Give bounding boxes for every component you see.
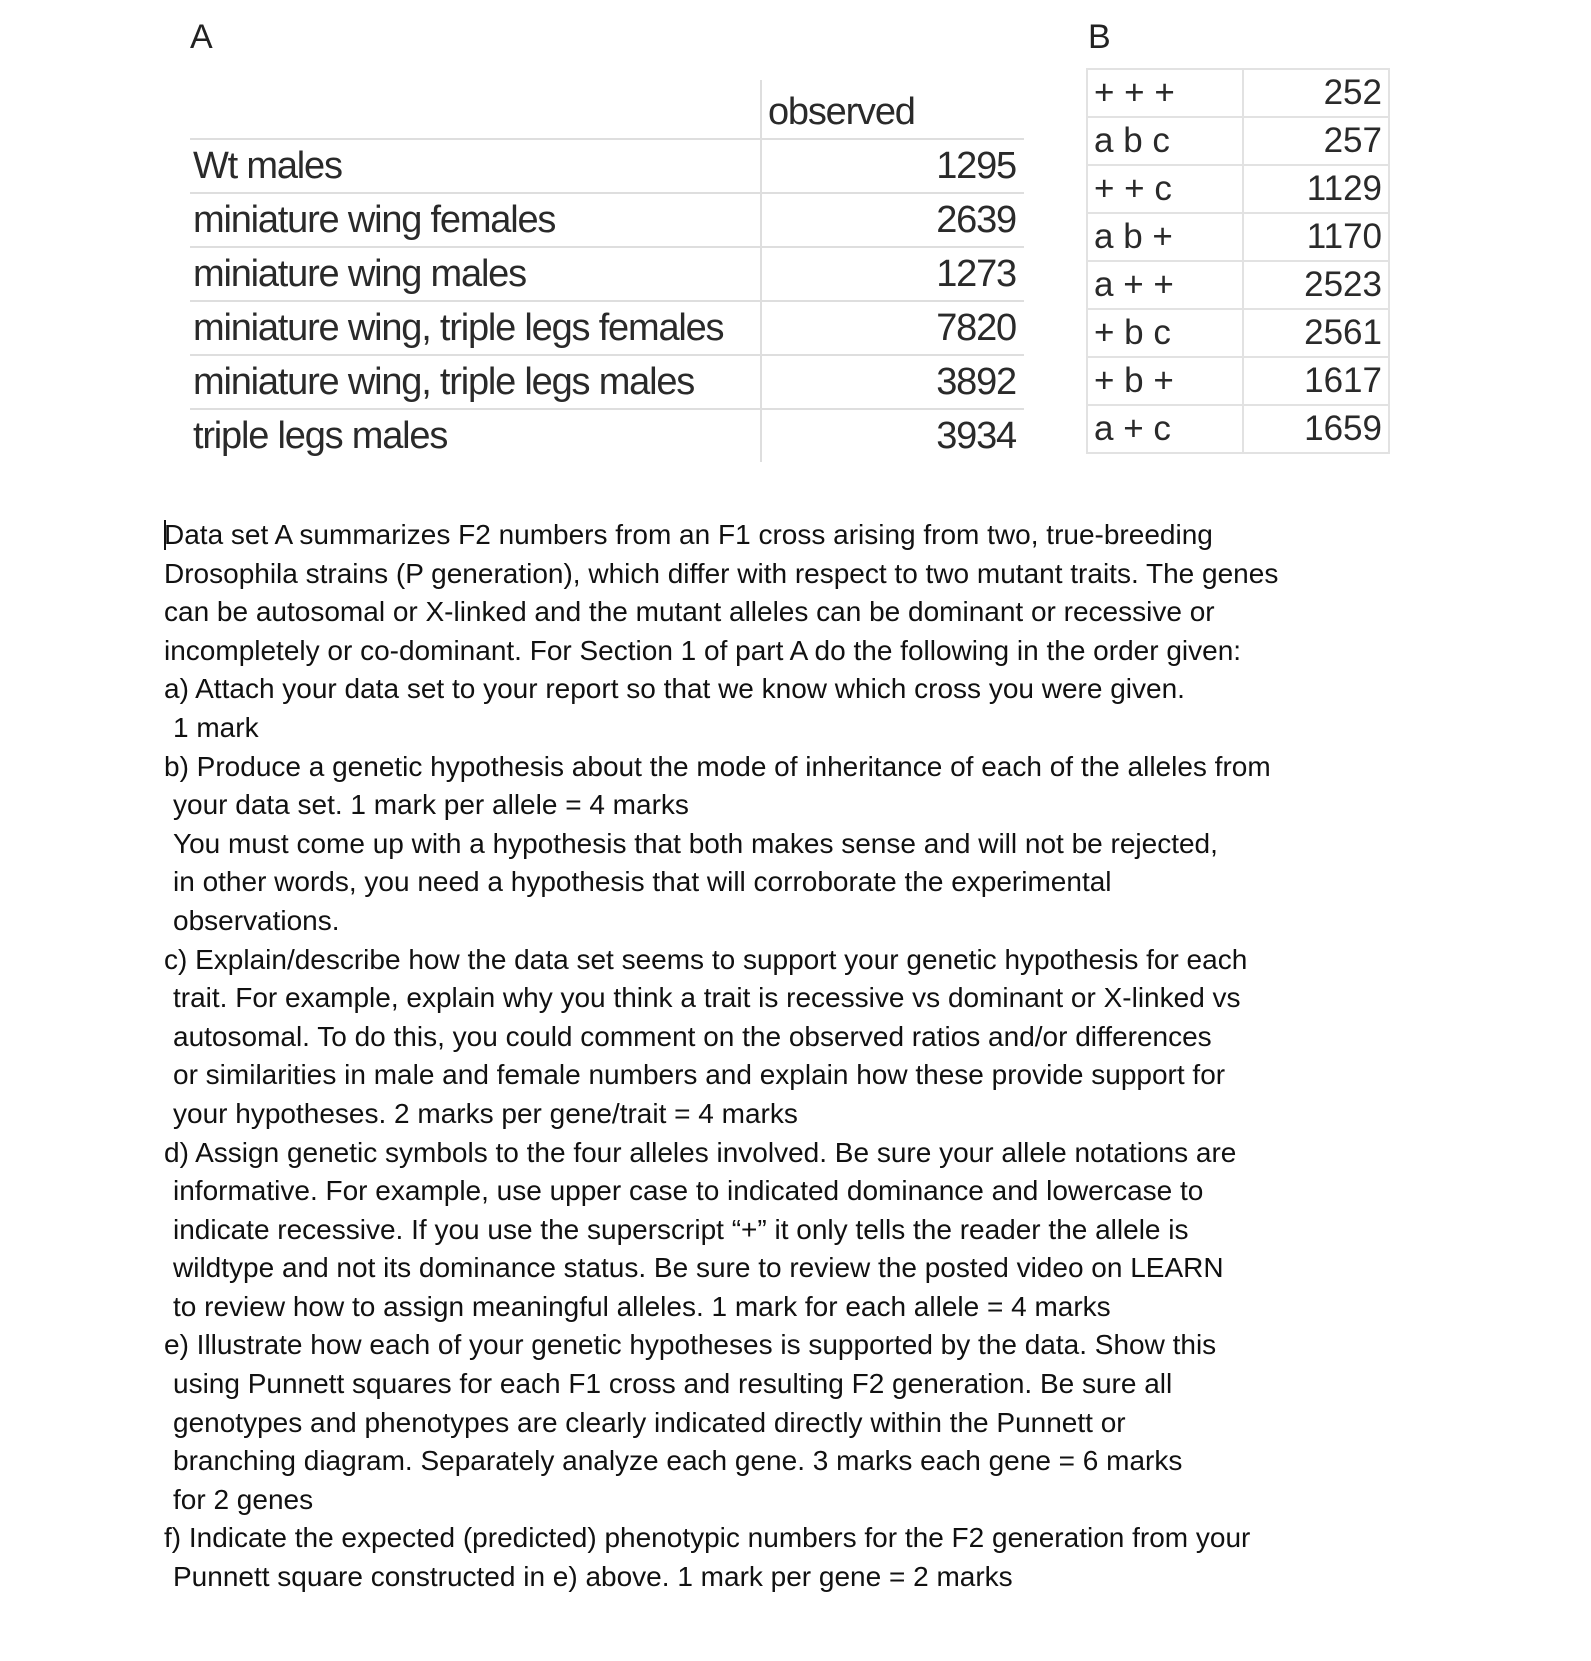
- table-b-count: 2561: [1243, 309, 1389, 357]
- table-a-phenotype: miniature wing females: [190, 193, 761, 247]
- instruction-line: genotypes and phenotypes are clearly indicated directly within the Punnett or: [173, 1406, 1126, 1438]
- table-b-row: [1087, 357, 1389, 405]
- table-b-row: [1087, 309, 1389, 357]
- table-a-phenotype: miniature wing, triple legs females: [190, 301, 761, 355]
- instruction-line: Punnett square constructed in e) above. 1 mark per gene = 2 marks: [173, 1561, 1013, 1593]
- table-b-row: [1087, 213, 1389, 261]
- table-b-genotype: a b +: [1087, 213, 1243, 261]
- instruction-line: or similarities in male and female numbers and explain how these provide support for: [173, 1059, 1226, 1091]
- table-a-phenotype: Wt males: [190, 139, 761, 193]
- instruction-line: autosomal. To do this, you could comment on the observed ratios and/or differences: [173, 1020, 1212, 1052]
- table-b-count: 1170: [1243, 213, 1389, 261]
- table-b-row: [1087, 69, 1389, 117]
- table-a-phenotype: triple legs males: [190, 409, 761, 462]
- table-b-row: [1087, 261, 1389, 309]
- table-b-label: B: [1088, 18, 1111, 56]
- instruction-line: trait. For example, explain why you think a trait is recessive vs dominant or X-linked vs: [173, 982, 1241, 1014]
- table-a-header-row: [190, 80, 1024, 139]
- table-b-count: 1617: [1243, 357, 1389, 405]
- instruction-line: informative. For example, use upper case to indicated dominance and lowercase to: [173, 1175, 1204, 1207]
- table-b-genotype: + + c: [1087, 165, 1243, 213]
- table-b-genotype: + b +: [1087, 357, 1243, 405]
- table-a-row: [190, 355, 1024, 409]
- table-a-column-header: observed: [761, 80, 1024, 139]
- table-a: [190, 80, 1024, 462]
- instruction-line: [164, 516, 1394, 555]
- table-b-genotype: a + c: [1087, 405, 1243, 453]
- instruction-line-text: Data set A summarizes F2 numbers from an F1 cross arising from two, true-breeding: [164, 519, 1213, 550]
- table-b-count: 1129: [1243, 165, 1389, 213]
- table-b-count: 1659: [1243, 405, 1389, 453]
- instruction-line: branching diagram. Separately analyze each gene. 3 marks each gene = 6 marks: [173, 1445, 1183, 1477]
- instruction-line: wildtype and not its dominance status. Be sure to review the posted video on LEARN: [173, 1252, 1224, 1284]
- table-b-count: 2523: [1243, 261, 1389, 309]
- instruction-line: your data set. 1 mark per allele = 4 marks: [173, 789, 689, 821]
- instructions-text: [164, 516, 1394, 1597]
- table-a-observed: 3934: [761, 409, 1024, 462]
- table-a-phenotype: miniature wing, triple legs males: [190, 355, 761, 409]
- instruction-line: d) Assign genetic symbols to the four alleles involved. Be sure your allele notations are: [164, 1136, 1237, 1168]
- instruction-line: Drosophila strains (P generation), which differ with respect to two mutant traits. The genes: [164, 557, 1279, 589]
- instruction-line: c) Explain/describe how the data set seems to support your genetic hypothesis for each: [164, 943, 1248, 975]
- table-a-label: A: [190, 18, 213, 56]
- table-a-row: [190, 409, 1024, 462]
- table-a-row: [190, 247, 1024, 301]
- instruction-line: in other words, you need a hypothesis that will corroborate the experimental: [173, 866, 1112, 898]
- table-b-row: [1087, 117, 1389, 165]
- instruction-line: b) Produce a genetic hypothesis about the mode of inheritance of each of the alleles from: [164, 750, 1271, 782]
- table-a-observed: 2639: [761, 193, 1024, 247]
- table-a-observed: 3892: [761, 355, 1024, 409]
- table-b-genotype: a + +: [1087, 261, 1243, 309]
- instruction-line: for 2 genes: [173, 1483, 314, 1515]
- instruction-line: can be autosomal or X-linked and the mutant alleles can be dominant or recessive or: [164, 596, 1215, 628]
- instruction-line: a) Attach your data set to your report so that we know which cross you were given.: [164, 673, 1185, 705]
- instruction-line: f) Indicate the expected (predicted) phenotypic numbers for the F2 generation from your: [164, 1522, 1251, 1554]
- table-a-observed: 1273: [761, 247, 1024, 301]
- table-b: [1086, 68, 1390, 454]
- table-b-count: 257: [1243, 117, 1389, 165]
- table-a-row: [190, 301, 1024, 355]
- table-a-phenotype: miniature wing males: [190, 247, 761, 301]
- instruction-line: to review how to assign meaningful alleles. 1 mark for each allele = 4 marks: [173, 1290, 1111, 1322]
- table-b-genotype: + b c: [1087, 309, 1243, 357]
- instruction-line: e) Illustrate how each of your genetic hypotheses is supported by the data. Show this: [164, 1329, 1217, 1361]
- table-a-row: [190, 139, 1024, 193]
- instruction-line: indicate recessive. If you use the superscript “+” it only tells the reader the allele is: [173, 1213, 1189, 1245]
- table-b-row: [1087, 165, 1389, 213]
- table-b-row: [1087, 405, 1389, 453]
- table-b-count: 252: [1243, 69, 1389, 117]
- table-b-genotype: a b c: [1087, 117, 1243, 165]
- table-a-observed: 1295: [761, 139, 1024, 193]
- instruction-line: You must come up with a hypothesis that both makes sense and will not be rejected,: [173, 827, 1218, 859]
- instruction-line: incompletely or co-dominant. For Section 1 of part A do the following in the order given:: [164, 634, 1242, 666]
- table-b-genotype: + + +: [1087, 69, 1243, 117]
- instruction-line: your hypotheses. 2 marks per gene/trait = 4 marks: [173, 1097, 798, 1129]
- table-a-row: [190, 193, 1024, 247]
- table-a-header-empty: [190, 80, 761, 139]
- instruction-line: using Punnett squares for each F1 cross and resulting F2 generation. Be sure all: [173, 1368, 1173, 1400]
- instruction-line: observations.: [173, 904, 340, 936]
- instruction-line: 1 mark: [173, 711, 259, 743]
- table-a-observed: 7820: [761, 301, 1024, 355]
